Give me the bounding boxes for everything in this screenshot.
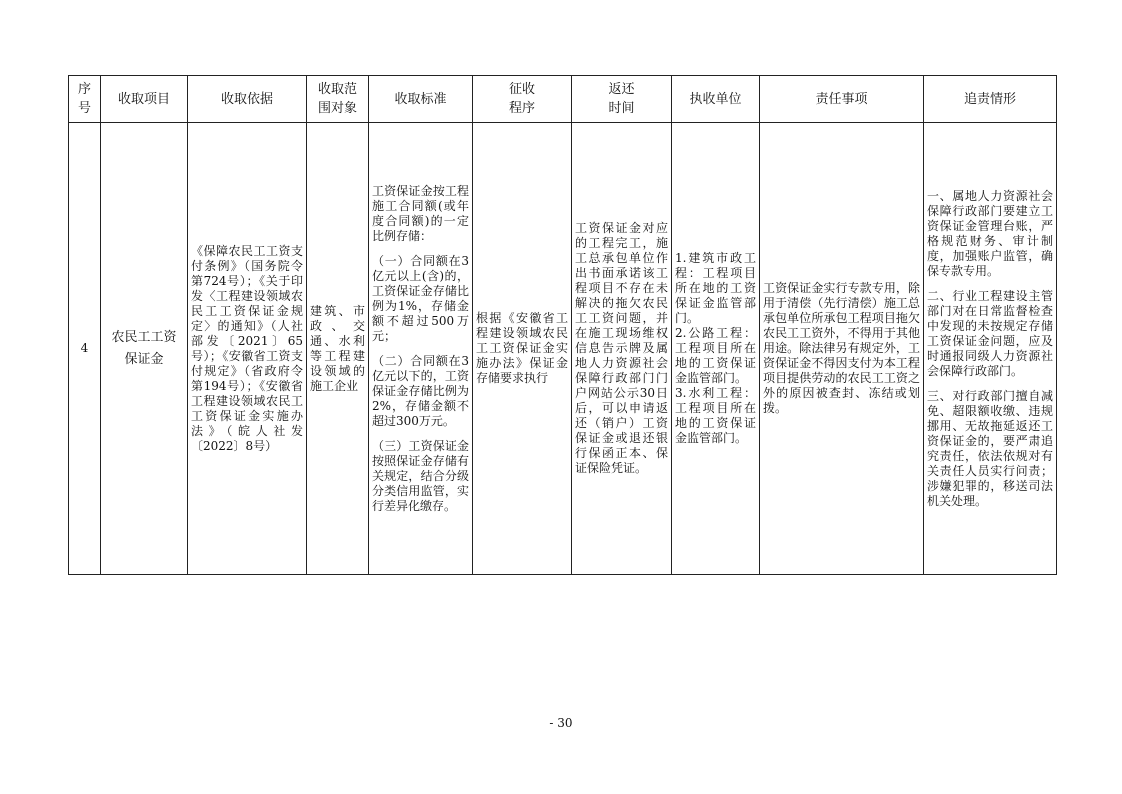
standard-paragraph: （三）工资保证金按照保证金存储有关规定，结合分级分类信用监管，实行差异化缴存。 — [372, 438, 469, 513]
header-scope: 收取范 围对象 — [307, 76, 369, 123]
row-index: 4 — [69, 123, 101, 575]
unit-item: 2.公路工程：工程项目所在地的工资保证金监管部门。 — [675, 326, 756, 385]
page-number: - 30 — [549, 716, 573, 730]
row-standard — [369, 123, 473, 575]
header-index: 序 号 — [69, 76, 101, 123]
header-item: 收取项目 — [101, 76, 188, 123]
header-basis: 收取依据 — [188, 76, 307, 123]
row-units — [672, 123, 760, 575]
fee-table — [68, 75, 1057, 575]
row-responsibility: 工资保证金实行专款专用，除用于清偿（先行清偿）施工总承包单位所承包工程项目拖欠农民工工资外，不得用于其他用途。除法律另有规定外，工资保证金不得因支付为本工程项目提供劳动的农民工工资之外的原因被查封、冻结或划拨。 — [760, 123, 924, 575]
accountability-paragraph: 三、对行政部门擅自减免、超限额收缴、违规挪用、无故拖延返还工资保证金的，要严肃追究责任，依法依规对有关责任人员实行问责；涉嫌犯罪的，移送司法机关处理。 — [927, 388, 1053, 508]
row-return-time: 工资保证金对应的工程完工，施工总承包单位作出书面承诺该工程项目不存在未解决的拖欠农民工工资问题，并在施工现场维权信息告示牌及属地人力资源社会保障行政部门门户网站公示30日后，可以申请返还（销户）工资保证金或退还银行保函正本、保证保险凭证。 — [572, 123, 672, 575]
header-accountability: 追责情形 — [924, 76, 1057, 123]
row-basis: 《保障农民工工资支付条例》（国务院令第724号）；《关于印发〈工程建设领域农民工工资保证金规定〉的通知》（人社部发〔2021〕65号）；《安徽省工资支付规定》（省政府令第194号）；《安徽省工程建设领域农民工工资保证金实施办法》（皖人社发〔2022〕8号） — [188, 123, 307, 575]
header-row — [69, 76, 1057, 123]
header-return-time: 返还 时间 — [572, 76, 672, 123]
table-row — [69, 123, 1057, 575]
unit-item: 3.水利工程：工程项目所在地的工资保证金监管部门。 — [675, 386, 756, 445]
header-procedure: 征收 程序 — [473, 76, 572, 123]
header-units: 执收单位 — [672, 76, 760, 123]
unit-item: 1.建筑市政工程：工程项目所在地的工资保证金监管部门。 — [675, 251, 756, 325]
row-accountability — [924, 123, 1057, 575]
standard-paragraph: （一）合同额在3亿元以上(含)的，工资保证金存储比例为1%，存储金额不超过500万元； — [372, 253, 469, 343]
standard-paragraph: 工资保证金按工程施工合同额(或年度合同额)的一定比例存储： — [372, 183, 469, 243]
row-procedure: 根据《安徽省工程建设领域农民工工资保证金实施办法》保证金存储要求执行 — [473, 123, 572, 575]
header-responsibility: 责任事项 — [760, 76, 924, 123]
row-scope: 建筑、市政、交通、水利等工程建设领域的施工企业 — [307, 123, 369, 575]
accountability-paragraph: 一、属地人力资源社会保障行政部门要建立工资保证金管理台账，严格规范财务、审计制度，加强账户监管，确保专款专用。 — [927, 188, 1053, 278]
row-item: 农民工工资保证金 — [101, 123, 188, 575]
header-standard: 收取标准 — [369, 76, 473, 123]
standard-paragraph: （二）合同额在3亿元以下的，工资保证金存储比例为2%，存储金额不超过300万元。 — [372, 353, 469, 428]
accountability-paragraph: 二、行业工程建设主管部门对在日常监督检查中发现的未按规定存储工资保证金问题，应及时通报同级人力资源社会保障行政部门。 — [927, 288, 1053, 378]
